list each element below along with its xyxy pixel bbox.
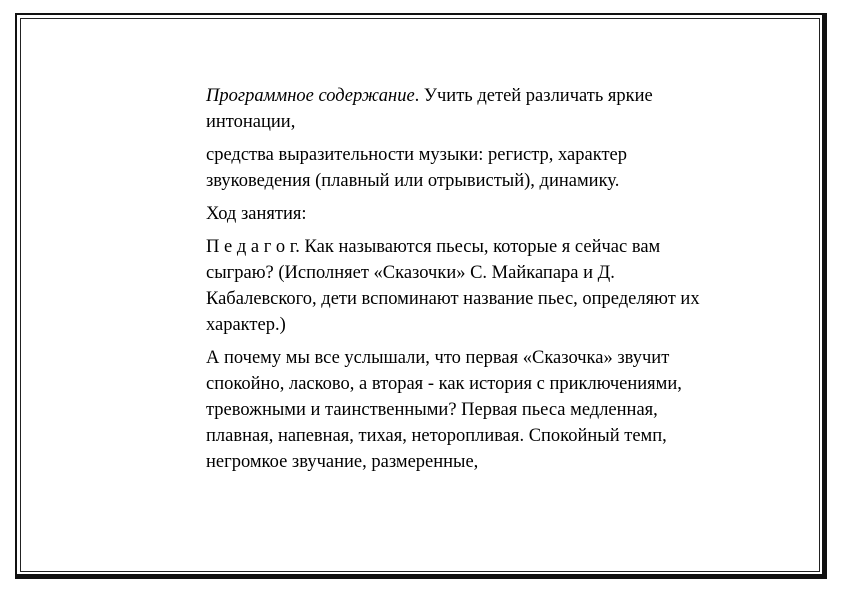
paragraph-text: Ход занятия: [206, 204, 307, 224]
document-body [206, 83, 726, 482]
paragraph-text: средства выразительности музыки: регистр, характер звуковедения (плавный или отрывистый), динамику. [206, 145, 627, 191]
paragraph-expressive-means [206, 142, 726, 194]
paragraph-program-content [206, 83, 726, 135]
paragraph-teacher-question [206, 234, 726, 338]
paragraph-lesson-flow-heading [206, 201, 726, 227]
paragraph-teacher-explanation [206, 345, 726, 475]
paragraph-text: . Учить детей различать яркие интонации, [206, 86, 653, 132]
program-content-heading: Программное содержание [206, 86, 415, 106]
paragraph-text: П е д а г о г. Как называются пьесы, которые я сейчас вам сыграю? (Исполняет «Сказочки» С. Майкапара и Д. Кабалевского, дети вспоминают название пьес, определяют их характер.) [206, 237, 700, 335]
paragraph-text: А почему мы все услышали, что первая «Сказочка» звучит спокойно, ласково, а вторая - как история с приключениями, тревожными и таинственными? Первая пьеса медленная, плавная, напевная, тихая, неторопливая. Спокойный темп, негромкое звучание, размеренные, [206, 348, 682, 472]
